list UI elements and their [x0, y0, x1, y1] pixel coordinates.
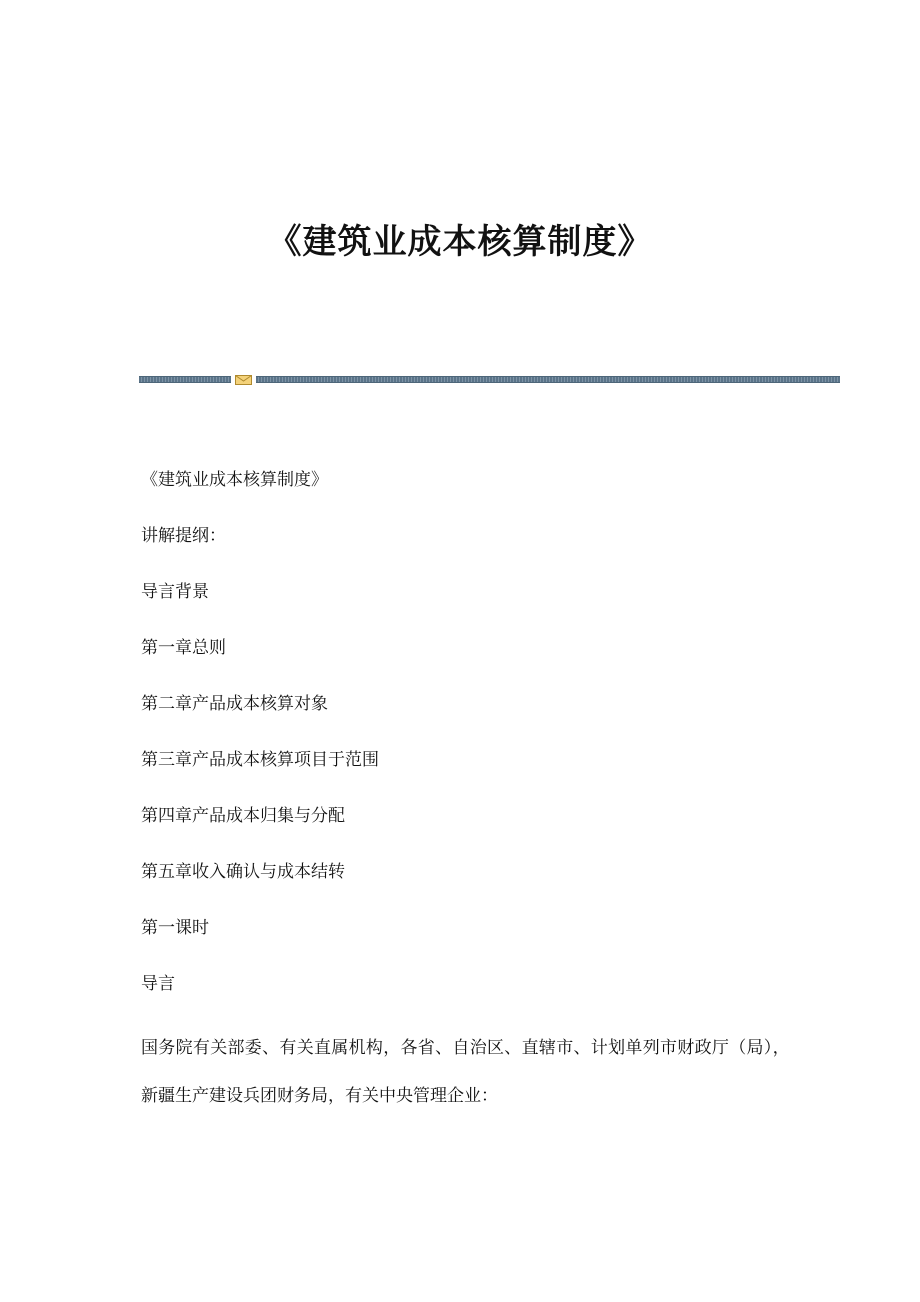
section-divider [139, 375, 840, 384]
envelope-icon [235, 375, 252, 385]
divider-bar-right [256, 376, 840, 383]
paragraph-addressees-cont: 新疆生产建设兵团财务局，有关中央管理企业： [141, 1086, 498, 1106]
document-title: 《建筑业成本核算制度》 [267, 222, 653, 262]
paragraph-introduction: 导言 [141, 974, 175, 994]
paragraph-outline-heading: 讲解提纲： [141, 526, 226, 546]
paragraph-chapter-1: 第一章总则 [141, 638, 226, 658]
paragraph-addressees: 国务院有关部委、有关直属机构，各省、自治区、直辖市、计划单列市财政厅（局）， [141, 1038, 790, 1058]
document-body [141, 466, 801, 1138]
paragraph-chapter-3: 第三章产品成本核算项目于范围 [141, 750, 379, 770]
paragraph-chapter-4: 第四章产品成本归集与分配 [141, 806, 345, 826]
paragraph-chapter-5: 第五章收入确认与成本结转 [141, 862, 345, 882]
divider-bar-left [139, 376, 231, 383]
paragraph-chapter-2: 第二章产品成本核算对象 [141, 694, 328, 714]
paragraph-background: 导言背景 [141, 582, 209, 602]
paragraph-title-repeat: 《建筑业成本核算制度》 [141, 470, 328, 490]
paragraph-lesson-1: 第一课时 [141, 918, 209, 938]
